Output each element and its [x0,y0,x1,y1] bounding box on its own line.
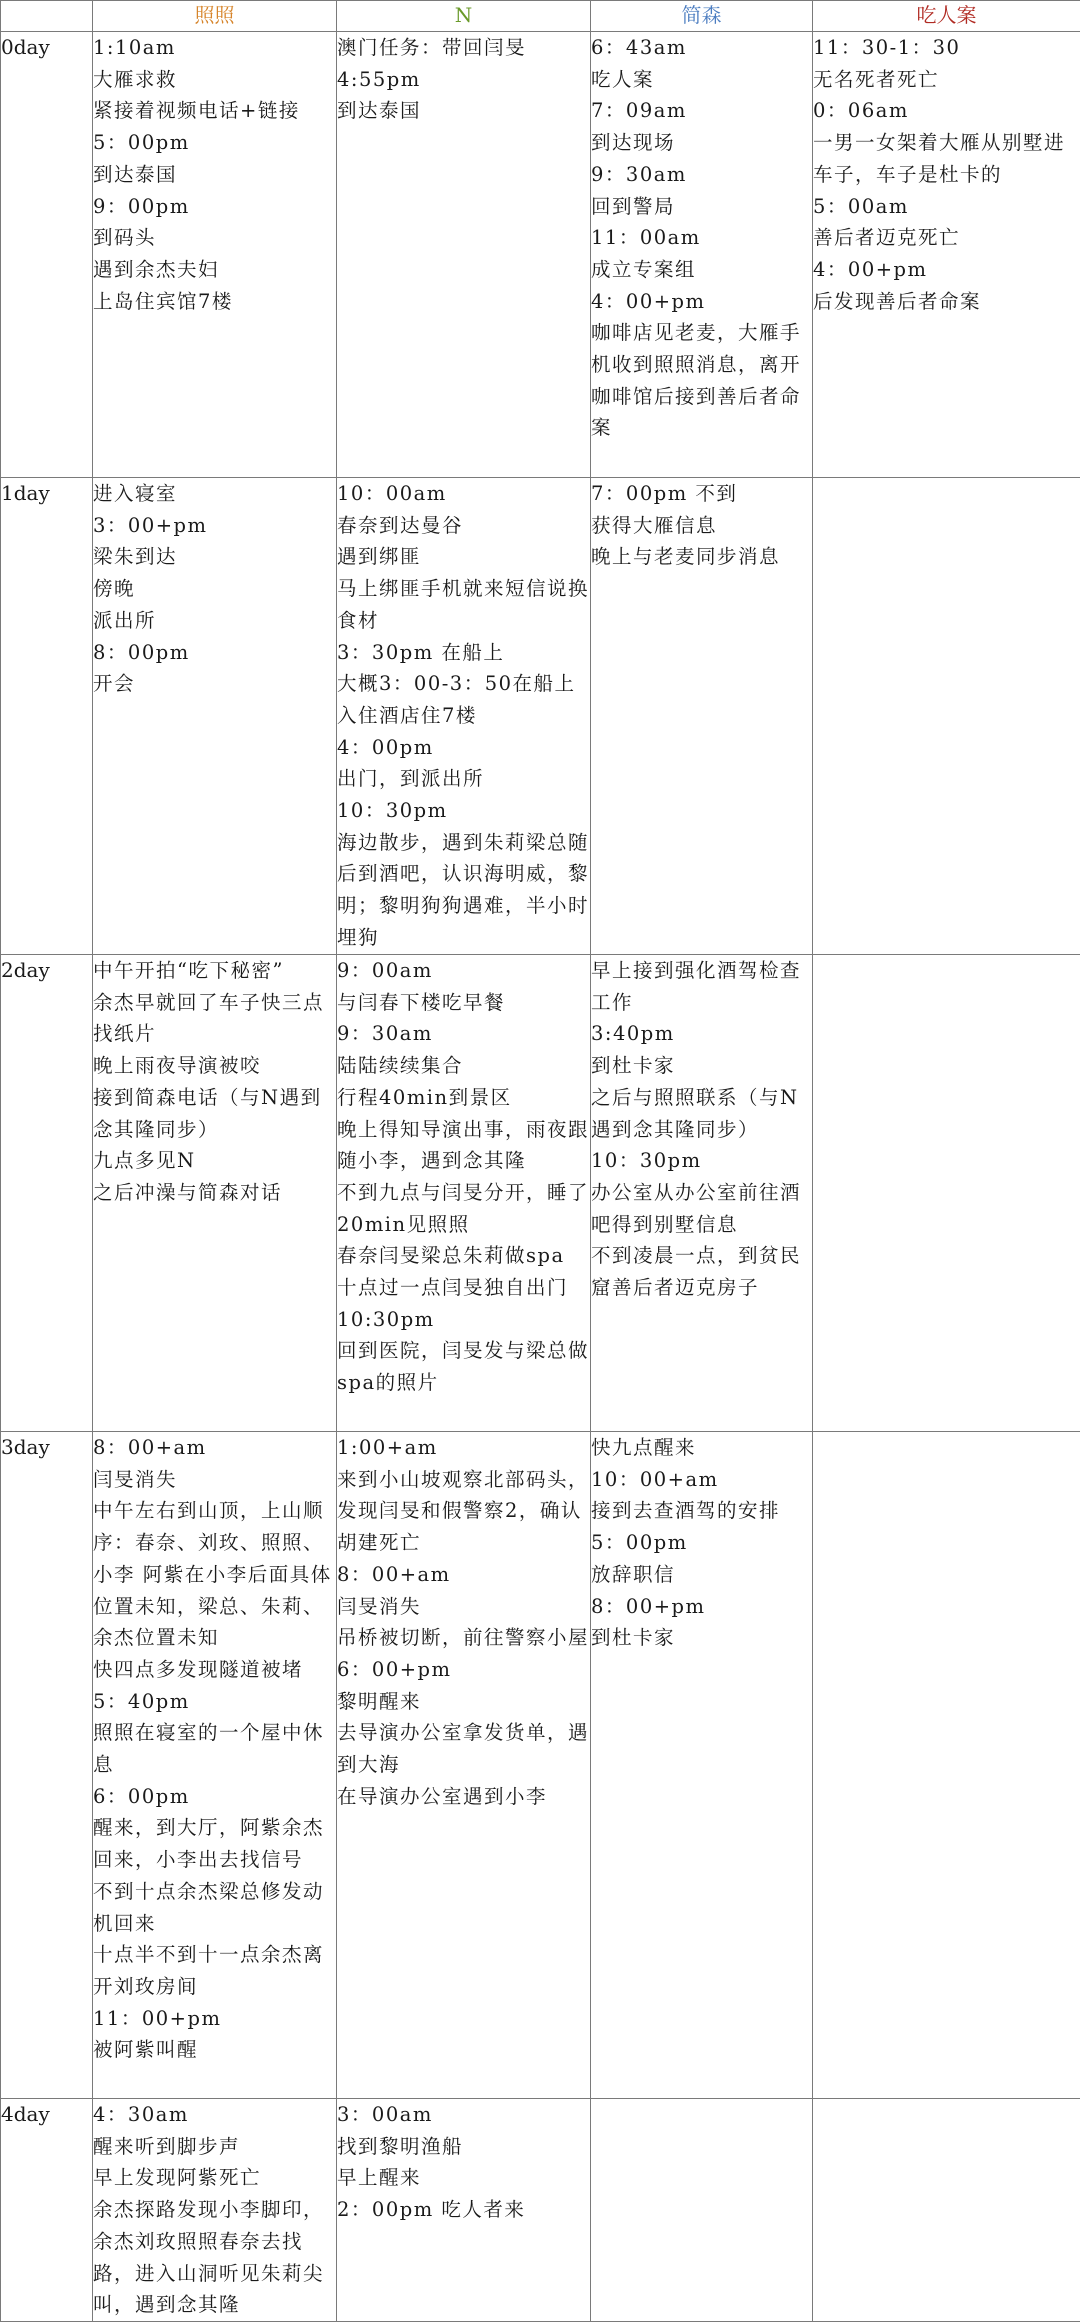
timeline-entry: 醒来，到大厅，阿紫余杰回来，小李出去找信号 [93,1812,336,1875]
cell-zhaozhao [93,2099,337,2322]
timeline-entry: 去导演办公室拿发货单，遇到大海 [337,1717,590,1780]
timeline-entry: 9：00am [337,955,590,987]
cell-n [337,1432,591,2099]
cell-cannibal-case [813,955,1080,1432]
timeline-entry: 海边散步，遇到朱莉梁总随后到酒吧，认识海明威，黎明；黎明狗狗遇难，半小时埋狗 [337,827,590,954]
timeline-entry: 春奈闫旻梁总朱莉做spa [337,1240,590,1272]
timeline-entry: 余杰探路发现小李脚印，余杰刘玫照照春奈去找路，进入山洞听见朱莉尖叫，遇到念其隆 [93,2194,336,2321]
table-row [1,2099,1080,2322]
timeline-entry: 到杜卡家 [591,1050,812,1082]
timeline-entry: 3:40pm [591,1018,812,1050]
timeline-entry: 获得大雁信息 [591,510,812,542]
timeline-entry: 十点过一点闫旻独自出门 [337,1272,590,1304]
header-n: N [337,1,591,32]
timeline-entry: 行程40min到景区 [337,1082,590,1114]
timeline-entry: 7：00pm 不到 [591,478,812,510]
timeline-entry: 醒来听到脚步声 [93,2131,336,2163]
timeline-entry: 晚上得知导演出事，雨夜跟随小李，遇到念其隆 [337,1114,590,1177]
table-row [1,478,1080,955]
timeline-entry: 4：00+pm [813,254,1080,286]
timeline-entry: 早上发现阿紫死亡 [93,2162,336,2194]
timeline-entry: 到达泰国 [93,159,336,191]
timeline-entry: 遇到绑匪 [337,541,590,573]
timeline-entry: 陆陆续续集合 [337,1050,590,1082]
cell-jiansen [591,32,813,478]
timeline-entry: 3：00+pm [93,510,336,542]
timeline-entry: 闫旻消失 [93,1464,336,1496]
timeline-entry: 1:00+am [337,1432,590,1464]
header-cannibal-case: 吃人案 [813,1,1080,32]
timeline-entry: 被阿紫叫醒 [93,2034,336,2066]
cell-n [337,955,591,1432]
timeline-entry: 10:30pm [337,1304,590,1336]
timeline-entry: 8：00+pm [591,1591,812,1623]
timeline-entry: 10：30pm [591,1145,812,1177]
cell-cannibal-case [813,1432,1080,2099]
cell-n [337,32,591,478]
timeline-entry: 马上绑匪手机就来短信说换食材 [337,573,590,636]
timeline-entry: 出门，到派出所 [337,763,590,795]
timeline-entry: 9：00pm [93,191,336,223]
timeline-entry: 10：00+am [591,1464,812,1496]
timeline-entry: 7：09am [591,95,812,127]
timeline-entry: 九点多见N [93,1145,336,1177]
timeline-entry: 4：00+pm [591,286,812,318]
timeline-entry: 之后与照照联系（与N遇到念其隆同步） [591,1082,812,1145]
timeline-entry: 5：40pm [93,1686,336,1718]
cell-cannibal-case [813,32,1080,478]
timeline-entry: 办公室从办公室前往酒吧得到别墅信息 [591,1177,812,1240]
timeline-entry: 放辞职信 [591,1559,812,1591]
timeline-entry: 大雁求救 [93,64,336,96]
timeline-entry: 快四点多发现隧道被堵 [93,1654,336,1686]
table-row [1,1432,1080,2099]
timeline-entry: 傍晚 [93,573,336,605]
timeline-entry: 6：00pm [93,1781,336,1813]
timeline-entry: 1:10am [93,32,336,64]
timeline-entry: 中午左右到山顶，上山顺序：春奈、刘玫、照照、小李 阿紫在小李后面具体位置未知，梁总、朱莉、余杰位置未知 [93,1495,336,1654]
day-label: 1day [1,478,93,955]
timeline-entry: 到码头 [93,222,336,254]
timeline-entry: 晚上与老麦同步消息 [591,541,812,573]
cell-jiansen [591,478,813,955]
day-label: 4day [1,2099,93,2322]
timeline-entry: 10：00am [337,478,590,510]
timeline-entry: 澳门任务：带回闫旻 [337,32,590,64]
timeline-entry: 吃人案 [591,64,812,96]
timeline-entry: 到达现场 [591,127,812,159]
timeline-entry: 0：06am [813,95,1080,127]
timeline-entry: 紧接着视频电话+链接 [93,95,336,127]
timeline-entry: 照照在寝室的一个屋中休息 [93,1717,336,1780]
day-label: 3day [1,1432,93,2099]
timeline-entry: 派出所 [93,605,336,637]
timeline-entry: 8：00+am [337,1559,590,1591]
timeline-entry: 3：00am [337,2099,590,2131]
timeline-entry: 晚上雨夜导演被咬 [93,1050,336,1082]
timeline-entry: 4：00pm [337,732,590,764]
cell-cannibal-case [813,2099,1080,2322]
timeline-entry: 咖啡店见老麦，大雁手机收到照照消息，离开咖啡馆后接到善后者命案 [591,317,812,444]
timeline-entry: 9：30am [337,1018,590,1050]
timeline-entry: 遇到余杰夫妇 [93,254,336,286]
timeline-entry: 8：00pm [93,637,336,669]
timeline-entry: 回到医院，闫旻发与梁总做spa的照片 [337,1335,590,1398]
timeline-entry: 9：30am [591,159,812,191]
timeline-entry: 5：00pm [93,127,336,159]
timeline-entry: 回到警局 [591,191,812,223]
timeline-entry: 到杜卡家 [591,1622,812,1654]
timeline-entry: 之后冲澡与简森对话 [93,1177,336,1209]
timeline-entry: 6：00+pm [337,1654,590,1686]
timeline-entry: 不到九点与闫旻分开，睡了20min见照照 [337,1177,590,1240]
timeline-entry: 3：30pm 在船上 [337,637,590,669]
timeline-entry: 春奈到达曼谷 [337,510,590,542]
timeline-entry: 8：00+am [93,1432,336,1464]
header-zhaozhao: 照照 [93,1,337,32]
timeline-entry: 开会 [93,668,336,700]
timeline-entry: 5：00pm [591,1527,812,1559]
timeline-entry: 5：00am [813,191,1080,223]
timeline-entry: 早上醒来 [337,2162,590,2194]
timeline-entry: 4:55pm [337,64,590,96]
timeline-entry: 接到去查酒驾的安排 [591,1495,812,1527]
timeline-entry: 接到简森电话（与N遇到念其隆同步） [93,1082,336,1145]
timeline-entry: 梁朱到达 [93,541,336,573]
timeline-entry: 大概3：00-3：50在船上入住酒店住7楼 [337,668,590,731]
cell-zhaozhao [93,478,337,955]
header-day [1,1,93,32]
cell-zhaozhao [93,955,337,1432]
cell-jiansen [591,1432,813,2099]
timeline-entry: 后发现善后者命案 [813,286,1080,318]
timeline-entry: 在导演办公室遇到小李 [337,1781,590,1813]
timeline-entry: 早上接到强化酒驾检查工作 [591,955,812,1018]
timeline-entry: 11：00+pm [93,2003,336,2035]
timeline-entry: 善后者迈克死亡 [813,222,1080,254]
timeline-entry: 中午开拍“吃下秘密” [93,955,336,987]
cell-n [337,478,591,955]
timeline-entry: 余杰早就回了车子快三点找纸片 [93,987,336,1050]
table-row [1,32,1080,478]
timeline-entry: 来到小山坡观察北部码头，发现闫旻和假警察2，确认胡建死亡 [337,1464,590,1559]
timeline-entry: 上岛住宾馆7楼 [93,286,336,318]
timeline-entry: 黎明醒来 [337,1686,590,1718]
timeline-entry: 十点半不到十一点余杰离开刘玫房间 [93,1939,336,2002]
timeline-entry: 吊桥被切断，前往警察小屋 [337,1622,590,1654]
cell-jiansen [591,2099,813,2322]
timeline-entry: 与闫春下楼吃早餐 [337,987,590,1019]
timeline-entry: 10：30pm [337,795,590,827]
table-row [1,955,1080,1432]
timeline-entry: 成立专案组 [591,254,812,286]
timeline-entry: 11：00am [591,222,812,254]
timeline-entry: 一男一女架着大雁从别墅进车子，车子是杜卡的 [813,127,1080,190]
timeline-entry: 找到黎明渔船 [337,2131,590,2163]
timeline-entry: 无名死者死亡 [813,64,1080,96]
cell-cannibal-case [813,478,1080,955]
timeline-entry: 4：30am [93,2099,336,2131]
timeline-entry: 到达泰国 [337,95,590,127]
timeline-entry: 11：30-1：30 [813,32,1080,64]
timeline-entry: 6：43am [591,32,812,64]
cell-n [337,2099,591,2322]
timeline-entry: 闫旻消失 [337,1591,590,1623]
timeline-entry: 快九点醒来 [591,1432,812,1464]
cell-zhaozhao [93,1432,337,2099]
header-row [1,1,1080,32]
timeline-entry: 不到十点余杰梁总修发动机回来 [93,1876,336,1939]
header-jiansen: 简森 [591,1,813,32]
day-label: 0day [1,32,93,478]
timeline-entry: 进入寝室 [93,478,336,510]
day-label: 2day [1,955,93,1432]
cell-jiansen [591,955,813,1432]
cell-zhaozhao [93,32,337,478]
timeline-entry: 不到凌晨一点，到贫民窟善后者迈克房子 [591,1240,812,1303]
timeline-entry: 2：00pm 吃人者来 [337,2194,590,2226]
